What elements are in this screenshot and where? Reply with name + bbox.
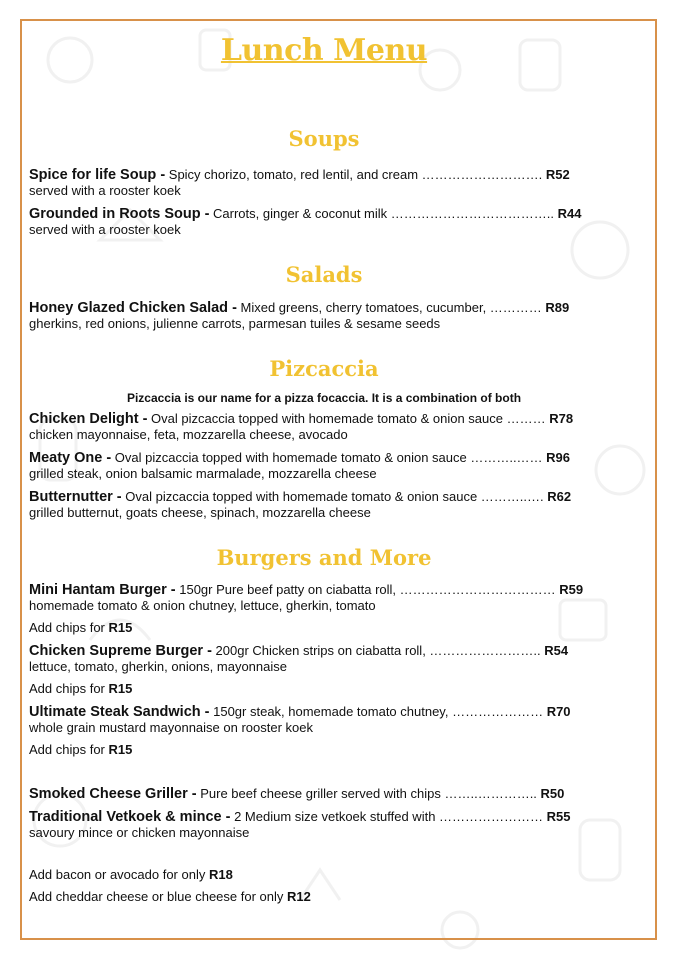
item-description-continued: grilled butternut, goats cheese, spinach, mozzarella cheese xyxy=(29,505,371,520)
item-name: Chicken Delight - xyxy=(29,411,148,427)
menu-item xyxy=(29,786,619,802)
item-name: Butternutter - xyxy=(29,489,122,505)
section-salads xyxy=(29,262,619,332)
item-description-continued: homemade tomato & onion chutney, lettuce, gherkin, tomato xyxy=(29,598,376,613)
extra-price: R12 xyxy=(287,889,311,904)
section-pizcaccia xyxy=(29,356,619,521)
item-description: Oval pizcaccia topped with homemade tomato & onion sauce ………..…. xyxy=(121,489,548,504)
item-price: R55 xyxy=(546,809,571,824)
item-name: Traditional Vetkoek & mince - xyxy=(29,809,231,825)
item-name: Spice for life Soup - xyxy=(29,167,166,183)
item-description-continued: chicken mayonnaise, feta, mozzarella cheese, avocado xyxy=(29,427,348,442)
item-addon xyxy=(29,742,619,758)
section-burgers xyxy=(29,545,619,905)
section-heading: Soups xyxy=(288,126,360,151)
item-description-continued: savoury mince or chicken mayonnaise xyxy=(29,825,250,840)
item-price: R62 xyxy=(547,489,572,504)
extra-note xyxy=(29,867,619,883)
item-description-continued: served with a rooster koek xyxy=(29,183,181,198)
addon-price: R15 xyxy=(108,742,133,757)
item-name: Chicken Supreme Burger - xyxy=(29,643,212,659)
item-price: R78 xyxy=(549,411,574,426)
item-price: R59 xyxy=(559,582,584,597)
item-price: R50 xyxy=(540,786,565,801)
item-description-continued: grilled steak, onion balsamic marmalade, mozzarella cheese xyxy=(29,466,377,481)
item-description-continued: lettuce, tomato, gherkin, onions, mayonnaise xyxy=(29,659,287,674)
item-price: R54 xyxy=(544,643,569,658)
menu-item xyxy=(29,411,619,443)
menu-item xyxy=(29,643,619,697)
section-heading: Pizcaccia xyxy=(269,356,379,381)
item-description-continued: whole grain mustard mayonnaise on rooster koek xyxy=(29,720,313,735)
item-price: R89 xyxy=(545,300,570,315)
item-description-continued: served with a rooster koek xyxy=(29,222,181,237)
menu-item xyxy=(29,167,619,199)
extra-note xyxy=(29,889,619,905)
item-description: Carrots, ginger & coconut milk ……………………………….. xyxy=(209,206,558,221)
menu-item xyxy=(29,582,619,636)
extra-text: Add cheddar cheese or blue cheese for only xyxy=(29,889,288,904)
item-description-continued: gherkins, red onions, julienne carrots, parmesan tuiles & sesame seeds xyxy=(29,316,441,331)
item-price: R44 xyxy=(557,206,582,221)
menu-item xyxy=(29,300,619,332)
item-name: Meaty One - xyxy=(29,450,112,466)
menu-item xyxy=(29,704,619,758)
item-addon xyxy=(29,620,619,636)
addon-text: Add chips for xyxy=(29,620,109,635)
item-addon xyxy=(29,681,619,697)
addon-price: R15 xyxy=(108,620,133,635)
item-name: Grounded in Roots Soup - xyxy=(29,206,210,222)
section-intro: Pizcaccia is our name for a pizza focaccia. It is a combination of both xyxy=(126,391,522,405)
menu-content xyxy=(29,26,619,905)
item-name: Smoked Cheese Griller - xyxy=(29,786,197,802)
item-name: Honey Glazed Chicken Salad - xyxy=(29,300,237,316)
item-price: R70 xyxy=(546,704,571,719)
menu-title: Lunch Menu xyxy=(220,33,428,68)
item-description: 200gr Chicken strips on ciabatta roll, …………………….. xyxy=(211,643,545,658)
addon-price: R15 xyxy=(108,681,133,696)
item-name: Mini Hantam Burger - xyxy=(29,582,176,598)
addon-text: Add chips for xyxy=(29,742,109,757)
item-price: R96 xyxy=(546,450,571,465)
extra-text: Add bacon or avocado for only xyxy=(29,867,209,882)
menu-item xyxy=(29,489,619,521)
item-description: Oval pizcaccia topped with homemade tomato & onion sauce ……… xyxy=(147,411,550,426)
item-description: Oval pizcaccia topped with homemade tomato & onion sauce ………..…… xyxy=(111,450,547,465)
item-price: R52 xyxy=(545,167,570,182)
item-description: Spicy chorizo, tomato, red lentil, and cream ………………………. xyxy=(165,167,546,182)
item-description: 2 Medium size vetkoek stuffed with …………………… xyxy=(230,809,547,824)
item-name: Ultimate Steak Sandwich - xyxy=(29,704,210,720)
item-description: Mixed greens, cherry tomatoes, cucumber, ………… xyxy=(236,300,546,315)
item-description: 150gr steak, homemade tomato chutney, ………………… xyxy=(209,704,547,719)
menu-item xyxy=(29,206,619,238)
item-description: Pure beef cheese griller served with chips ……..………….. xyxy=(196,786,541,801)
addon-text: Add chips for xyxy=(29,681,109,696)
section-heading: Salads xyxy=(285,262,363,287)
section-heading: Burgers and More xyxy=(216,545,432,570)
menu-item xyxy=(29,809,619,841)
extra-price: R18 xyxy=(208,867,233,882)
menu-item xyxy=(29,450,619,482)
section-soups xyxy=(29,126,619,238)
item-description: 150gr Pure beef patty on ciabatta roll, ……………………………… xyxy=(175,582,560,597)
